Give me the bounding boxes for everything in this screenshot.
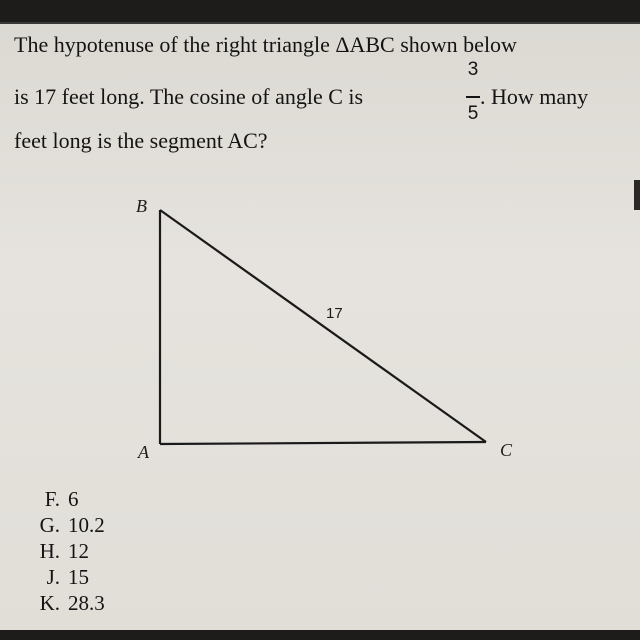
side-ac [160,442,486,444]
question-line-3: feet long is the segment AC? [14,128,268,153]
choice-letter: J. [46,565,60,589]
choice-value: 6 [68,487,79,511]
question-line-2-end: . How many [480,84,589,109]
vertex-label-b: B [136,196,147,216]
choice-j[interactable] [30,564,105,590]
question-line-2: is 17 feet long. The cosine of angle C is [14,84,364,109]
side-bc-hypotenuse [160,210,486,442]
choice-letter: H. [39,539,60,563]
choice-f[interactable] [30,486,105,512]
choice-value: 15 [68,565,89,589]
choice-letter: K. [39,591,60,615]
fraction-numerator: 3 [467,59,479,80]
choice-value: 12 [68,539,89,563]
choice-letter: G. [39,513,60,537]
fraction-denominator: 5 [467,103,479,124]
vertex-label-a: A [138,442,149,462]
question-line-1: The hypotenuse of the right triangle ΔABC shown below [14,32,517,57]
choice-h[interactable] [30,538,105,564]
choice-g[interactable] [30,512,105,538]
choice-value: 28.3 [68,591,105,615]
vertex-label-c: C [500,440,513,460]
hypotenuse-length-label: 17 [326,305,343,322]
choice-letter: F. [44,487,60,511]
answer-choices [30,486,105,616]
choice-value: 10.2 [68,513,105,537]
choice-k[interactable] [30,590,105,616]
